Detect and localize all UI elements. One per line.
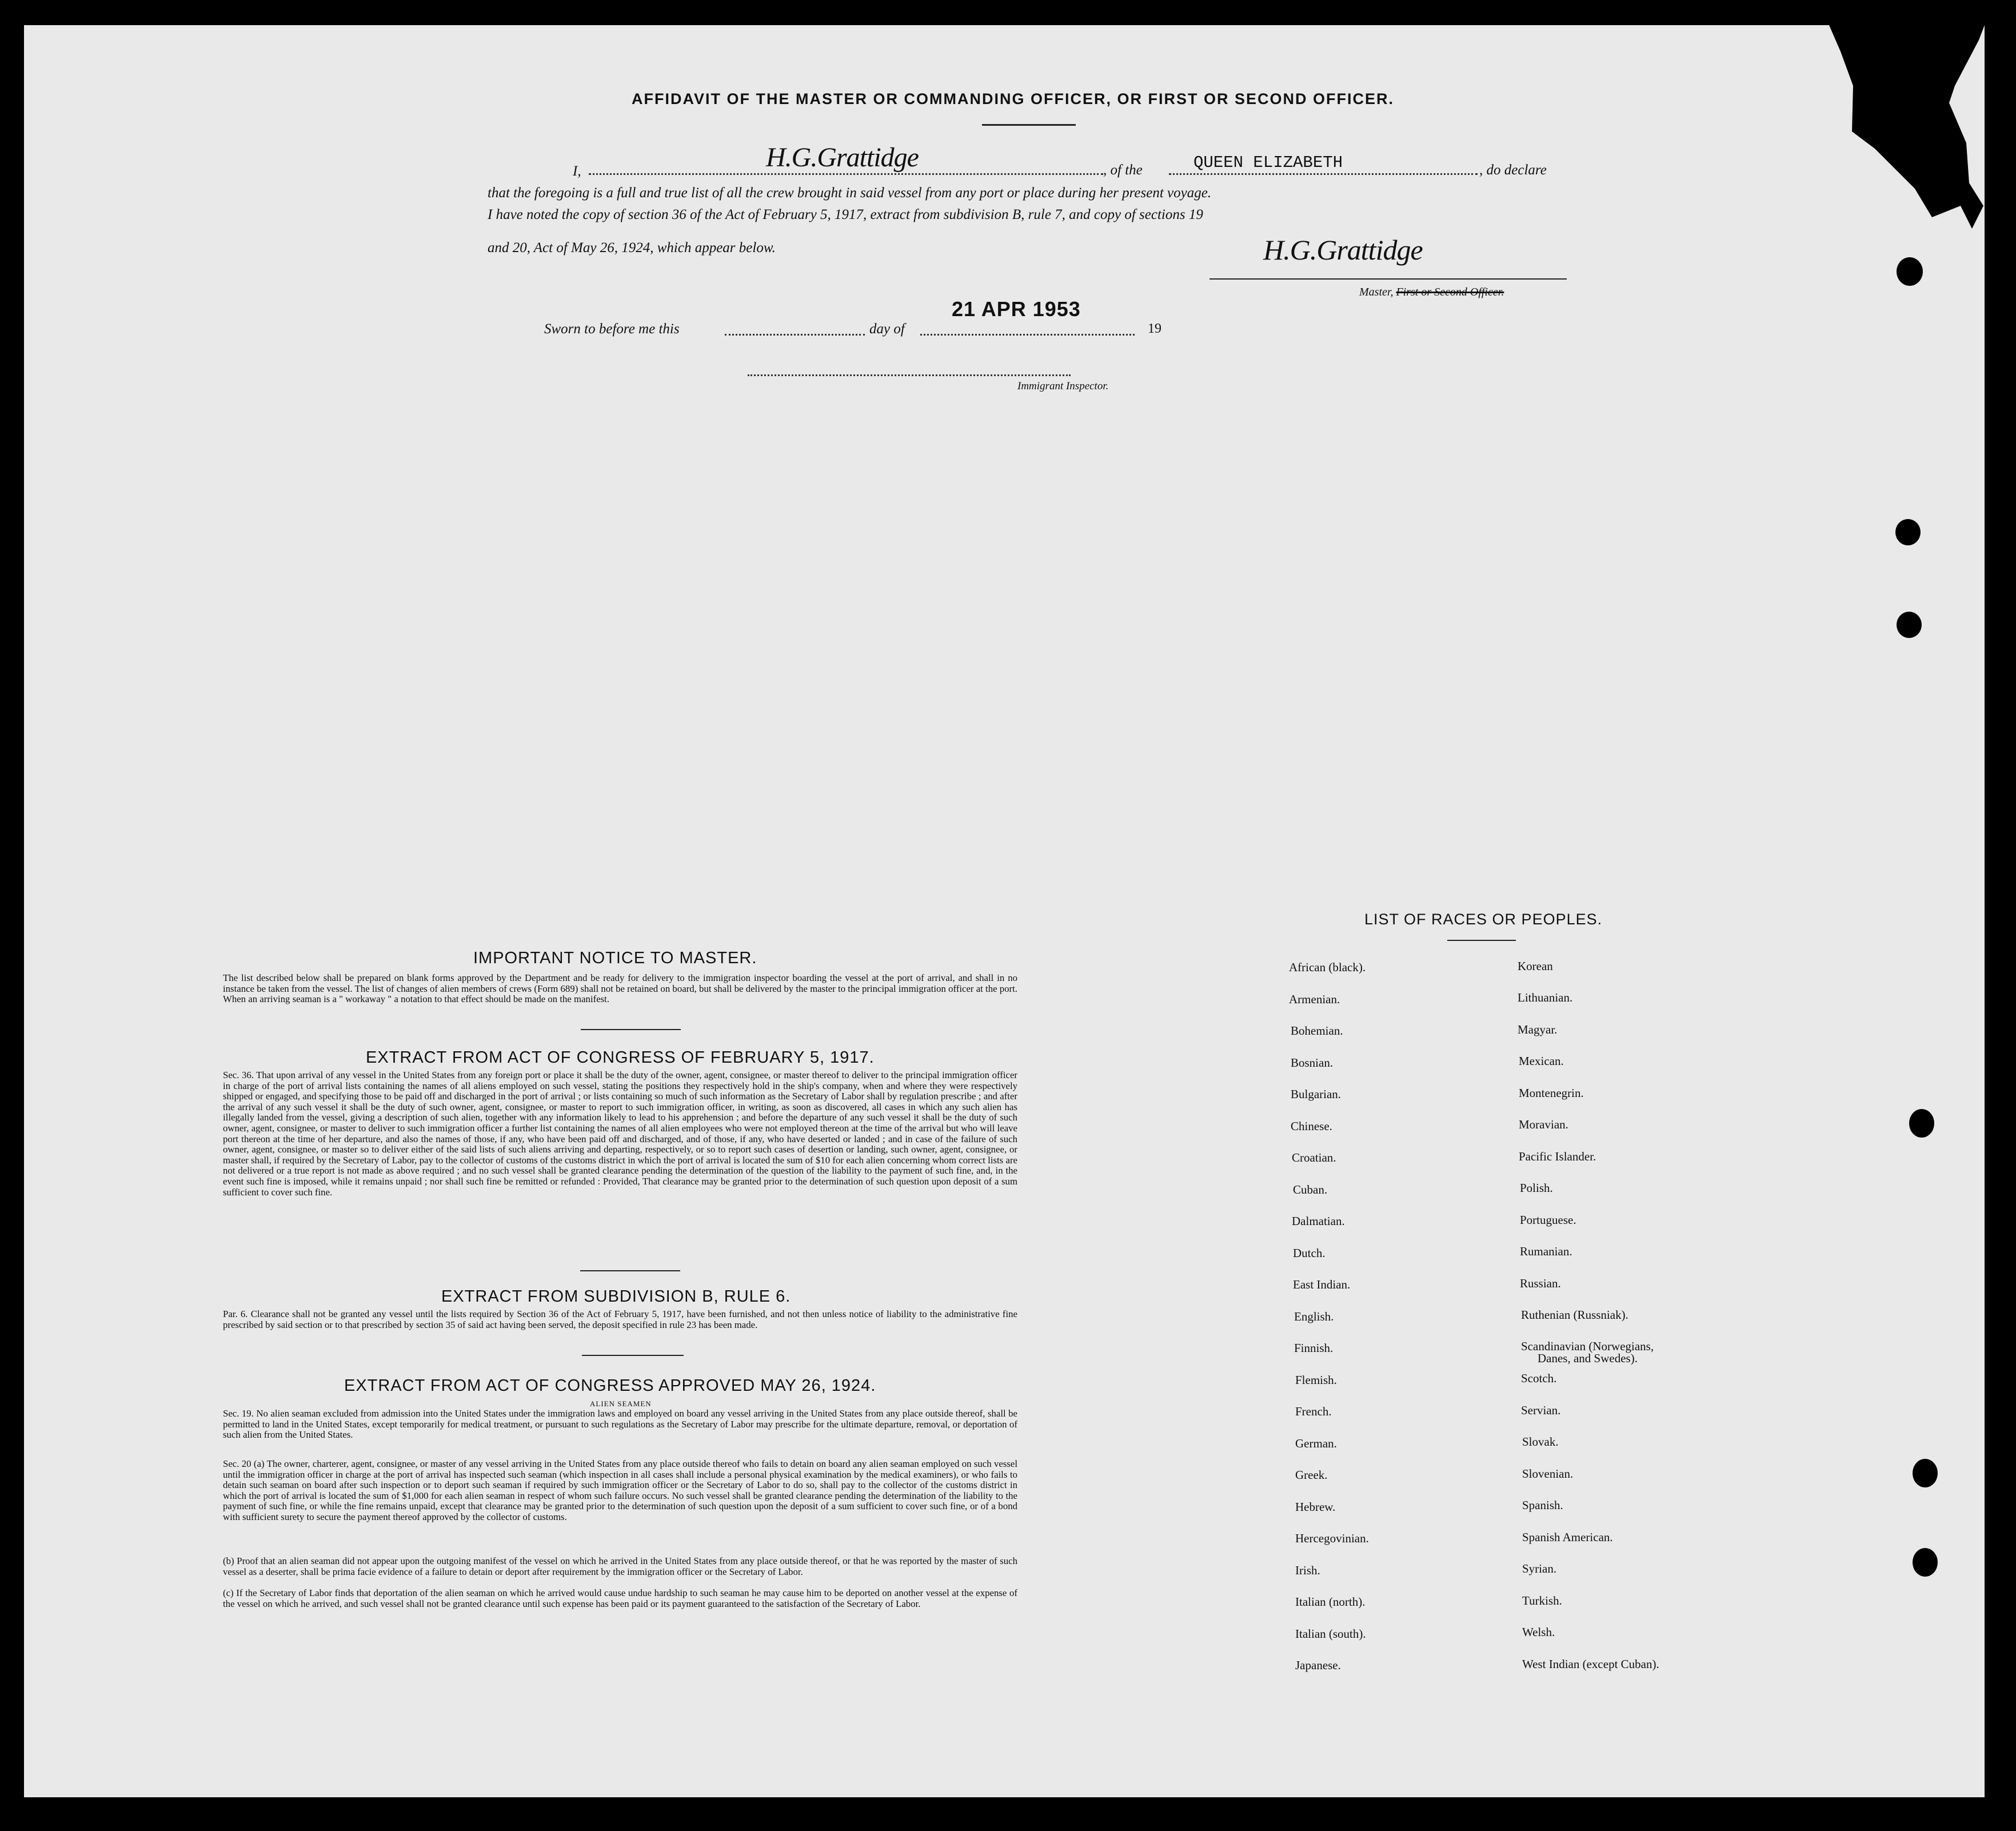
torn-corner [1818, 0, 2016, 297]
race-item: Bosnian. [1291, 1056, 1334, 1070]
race-item: Scandinavian (Norwegians, [1521, 1339, 1654, 1353]
race-item: Italian (south). [1295, 1627, 1366, 1641]
divider [582, 1355, 684, 1356]
document-page [24, 25, 1985, 1797]
alien-seamen-subtitle: ALIEN SEAMEN [590, 1399, 652, 1408]
punch-hole [1895, 519, 1921, 545]
race-item: Flemish. [1295, 1373, 1337, 1387]
race-item: Hebrew. [1295, 1500, 1336, 1514]
extract-1917-title: EXTRACT FROM ACT OF CONGRESS OF FEBRUARY 5, 1917. [366, 1048, 875, 1067]
race-item: Dutch. [1293, 1246, 1326, 1260]
race-item: Chinese. [1291, 1119, 1332, 1133]
race-item: Danes, and Swedes). [1538, 1351, 1638, 1365]
race-item: Portuguese. [1520, 1213, 1576, 1227]
sworn-year: 19 [1148, 321, 1161, 336]
race-item: Hercegovinian. [1295, 1531, 1369, 1545]
punch-hole [1913, 1548, 1938, 1577]
race-item: Pacific Islander. [1519, 1150, 1596, 1163]
race-item: English. [1294, 1310, 1334, 1323]
divider [982, 124, 1076, 126]
race-item: Japanese. [1295, 1658, 1341, 1672]
affidavit-i-label: I, [573, 163, 581, 179]
signature-line [1209, 278, 1567, 280]
race-item: Irish. [1295, 1563, 1320, 1577]
extract-1924-sec20b: (b) Proof that an alien seaman did not appear upon the outgoing manifest of the vessel on which he arrived in the United States from any place outside thereof, or that he was reported by the master of such vessel as a deserter, shall be prima facie evidence of a failure to detain or deport after requirement by the immigration officer or the Secretary of Labor. [223, 1555, 1017, 1577]
punch-hole [1897, 612, 1922, 638]
punch-hole [1913, 1459, 1938, 1487]
inspector-caption: Immigrant Inspector. [1017, 380, 1109, 392]
affidavit-text-line: and 20, Act of May 26, 1924, which appear below. [488, 240, 776, 256]
race-item: East Indian. [1293, 1278, 1351, 1291]
extract-1924-sec19: Sec. 19. No alien seaman excluded from admission into the United States under the immigration laws and employed on board any vessel arriving in the United States from any place outside thereof, shall be permitted to land in the United States, except temporarily for medical treatment, or pursuant to such regulations as the Secretary of Labor may prescribe for the ultimate departure, removal, or deportation of such alien from the United States. [223, 1408, 1017, 1441]
vessel-line [1169, 173, 1478, 175]
race-item: Mexican. [1519, 1054, 1564, 1068]
punch-hole [1897, 257, 1923, 286]
race-item: Korean [1518, 959, 1553, 973]
date-stamp: 21 APR 1953 [952, 297, 1081, 321]
divider [1447, 940, 1516, 941]
race-item: Ruthenian (Russniak). [1521, 1308, 1628, 1322]
race-item: Croatian. [1292, 1151, 1336, 1164]
day-of-label: day of [869, 321, 905, 337]
master-caption-prefix: Master, [1359, 286, 1394, 298]
do-declare-label: , do declare [1479, 162, 1547, 178]
races-title: LIST OF RACES OR PEOPLES. [1364, 911, 1603, 928]
race-item: Magyar. [1518, 1023, 1558, 1036]
punch-hole [1909, 1109, 1934, 1138]
race-item: Spanish American. [1522, 1530, 1613, 1544]
name-line [589, 173, 1103, 175]
race-item: West Indian (except Cuban). [1522, 1657, 1659, 1671]
race-item: Bulgarian. [1291, 1087, 1342, 1101]
race-item: Slovenian. [1522, 1467, 1574, 1481]
race-item: Armenian. [1289, 992, 1340, 1006]
race-item: Dalmatian. [1292, 1214, 1345, 1228]
master-name-signature: H.G.Grattidge [766, 142, 919, 173]
affidavit-title: AFFIDAVIT OF THE MASTER OR COMMANDING OFFICER, OR FIRST OR SECOND OFFICER. [632, 90, 1394, 107]
notice-text: The list described below shall be prepared on blank forms approved by the Department and be ready for delivery to the immigration inspector boarding the vessel at the port of arrival, and shall in no instance be taken from the vessel. The list of changes of alien members of crews (Form 689) shall not be retained on board, but shall be delivered by the master to the principal immigration officer at the port. When an arriving seaman is a " workaway " a notation to that effect should be made on the manifest. [223, 972, 1017, 1005]
sworn-label: Sworn to before me this [544, 321, 680, 337]
race-item: Montenegrin. [1519, 1086, 1584, 1100]
race-item: Finnish. [1294, 1341, 1334, 1355]
extract-1924-title: EXTRACT FROM ACT OF CONGRESS APPROVED MAY 26, 1924. [344, 1377, 876, 1395]
race-item: Syrian. [1522, 1562, 1557, 1575]
race-item: Polish. [1520, 1181, 1553, 1195]
race-item: Rumanian. [1520, 1244, 1572, 1258]
race-item: Moravian. [1519, 1118, 1568, 1131]
sworn-day-line [725, 334, 865, 336]
struck-officer-text: First or Second Officer. [1396, 286, 1504, 298]
inspector-line [748, 374, 1071, 376]
notice-title: IMPORTANT NOTICE TO MASTER. [473, 949, 757, 967]
sworn-month-line [920, 334, 1135, 336]
race-item: Turkish. [1522, 1594, 1562, 1607]
race-item: Italian (north). [1295, 1595, 1366, 1609]
race-item: Cuban. [1293, 1183, 1328, 1196]
race-item: Slovak. [1522, 1435, 1559, 1449]
master-caption [1359, 286, 1504, 299]
race-item: Lithuanian. [1518, 991, 1573, 1004]
race-item: Servian. [1521, 1403, 1561, 1417]
race-item: Bohemian. [1291, 1024, 1343, 1038]
race-item: Scotch. [1521, 1371, 1557, 1385]
extract-1917-text: Sec. 36. That upon arrival of any vessel in the United States from any foreign port or place it shall be the duty of the owner, agent, consignee, or master thereof to deliver to the principal immigration officer in charge of the port of arrival lists containing the names of all aliens employed on such vessel, stating the positions they respectively hold in the ship's company, when and where they were respectively shipped or engaged, and specifying those to be paid off and discharged in the port of arrival ; or lists containing so much of such information as the Secretary of Labor shall by regulation prescribe ; and after the arrival of any such vessel it shall be the duty of such owner, agent, consignee, or master to report to such immigration officer, in writing, as soon as discovered, all cases in which any such alien has illegally landed from the vessel, giving a description of such alien, together with any information likely to lead to his apprehension ; and before the departure of any such vessel it shall be the duty of such owner, agent, consignee, or master to deliver to such immigration officer a further list containing the names of all alien employees who were not employed thereon at the time of the arrival but who will leave port thereon at the time of her departure, and also the names of those, if any, who have been paid off and discharged, and of those, if any, who have deserted or landed ; and in case of the failure of such owner, agent, consignee, or master so to deliver either of the said lists of such aliens arriving and departing, respectively, or so to report such cases of desertion or landing, such owner, agent, consignee, or master shall, if required by the Secretary of Labor, pay to the collector of customs of the customs district in which the port of arrival is located the sum of $10 for each alien concerning whom correct lists are not delivered or a true report is not made as above required ; and no such vessel shall be granted clearance pending the determination of the question of the liability to the payment of such fine, and, in the event such fine is imposed, while it remains unpaid ; nor shall such fine be remitted or refunded : Provided, That clearance may be granted prior to the determination of such question upon deposit of a sum sufficient to cover such fine. [223, 1070, 1017, 1198]
race-item: Russian. [1520, 1276, 1561, 1290]
race-item: Spanish. [1522, 1498, 1563, 1512]
race-item: French. [1295, 1405, 1332, 1418]
extract-1924-sec20a: Sec. 20 (a) The owner, charterer, agent, consignee, or master of any vessel arriving in the United States from any place outside thereof who fails to detain on board any alien seaman employed on such vessel until the immigration officer in charge at the port of arrival has inspected such seaman (which inspection in all cases shall include a personal physical examination by the medical examiners), or who fails to detain such seaman on board after such inspection or to deport such seaman if required by such immigration officer or the Secretary of Labor to do so, shall pay to the collector of the customs district in which the port of arrival is located the sum of $1,000 for each alien seaman in respect of whom such failure occurs. No such vessel shall be granted clearance pending the determination of the liability to the payment of such fine, or while the fine remains unpaid, except that clearance may be granted prior to the determination of such question upon the deposit of a sum sufficient to cover such fine, or of a bond with sufficient surety to secure the payment thereof approved by the collector of customs. [223, 1458, 1017, 1522]
affidavit-text-line: that the foregoing is a full and true list of all the crew brought in said vessel from any port or place during her present voyage. [488, 185, 1212, 201]
rule6-title: EXTRACT FROM SUBDIVISION B, RULE 6. [441, 1287, 791, 1306]
of-the-label: , of the [1103, 162, 1143, 178]
race-item: Greek. [1295, 1468, 1328, 1482]
vessel-name: QUEEN ELIZABETH [1193, 153, 1343, 172]
divider [580, 1270, 680, 1271]
extract-1924-sec20c: (c) If the Secretary of Labor finds that deportation of the alien seaman on which he arrived would cause undue hardship to such seaman he may cause him to be deported on another vessel at the expense of the vessel on which he arrived, and such vessel shall not be granted clearance until such expense has been paid or its payment guaranteed to the satisfaction of the Secretary of Labor. [223, 1587, 1017, 1609]
master-signature: H.G.Grattidge [1263, 234, 1423, 266]
divider [581, 1029, 681, 1030]
affidavit-text-line: I have noted the copy of section 36 of the Act of February 5, 1917, extract from subdivision B, rule 7, and copy of sections 19 [488, 207, 1203, 222]
rule6-text: Par. 6. Clearance shall not be granted any vessel until the lists required by Section 36 of the Act of February 5, 1917, have been furnished, and not then unless notice of liability to the administrative fine prescribed by said section or to that prescribed by section 35 of said act having been served, the deposit specified in rule 23 has been made. [223, 1309, 1017, 1330]
race-item: German. [1295, 1437, 1337, 1450]
race-item: Welsh. [1522, 1625, 1555, 1639]
race-item: African (black). [1289, 960, 1366, 974]
